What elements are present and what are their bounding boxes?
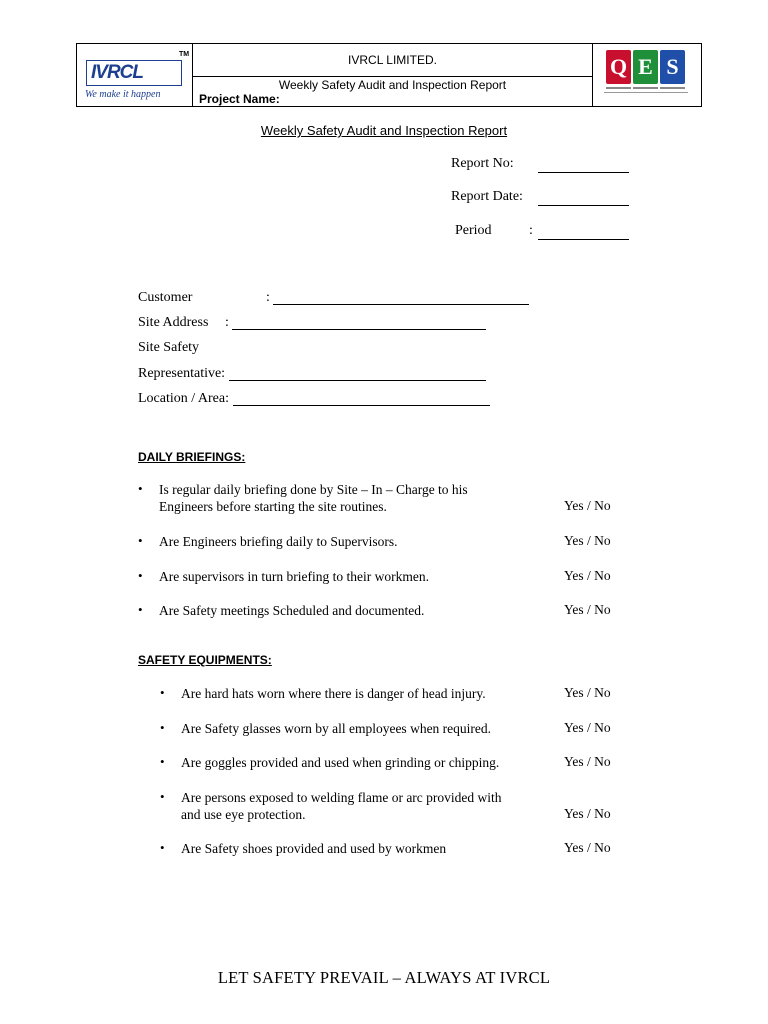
equipment-answer-4[interactable]: Yes / No bbox=[564, 806, 611, 821]
bullet: • bbox=[160, 754, 165, 769]
project-name-label: Project Name: bbox=[199, 92, 280, 106]
site-safety-label: Site Safety bbox=[138, 340, 200, 355]
report-no-label: Report No: bbox=[451, 156, 514, 171]
qes-q-tile: Q bbox=[606, 50, 631, 84]
header-box bbox=[76, 43, 702, 107]
site-address-label: Site Address bbox=[138, 315, 209, 330]
equipment-question-5: Are Safety shoes provided and used by workmen bbox=[181, 841, 447, 856]
briefing-question-3: Are supervisors in turn briefing to their workmen. bbox=[159, 569, 429, 584]
period-label: Period bbox=[455, 223, 492, 238]
representative-field[interactable] bbox=[229, 368, 486, 381]
equipment-answer-3[interactable]: Yes / No bbox=[564, 754, 611, 769]
logo-tagline: We make it happen bbox=[85, 89, 161, 100]
bullet: • bbox=[138, 568, 143, 583]
briefing-answer-4[interactable]: Yes / No bbox=[564, 602, 611, 617]
bullet: • bbox=[160, 720, 165, 735]
header-divider bbox=[592, 44, 593, 106]
equipment-question-2: Are Safety glasses worn by all employees when required. bbox=[181, 721, 492, 736]
briefing-question-1-line1: Is regular daily briefing done by Site – In – Charge to his bbox=[159, 482, 468, 497]
footer-motto: LET SAFETY PREVAIL – ALWAYS AT IVRCL bbox=[217, 968, 551, 987]
briefing-question-4: Are Safety meetings Scheduled and documented. bbox=[159, 603, 425, 618]
equipment-question-4-line2: and use eye protection. bbox=[181, 807, 306, 822]
qes-caption-mark bbox=[604, 92, 688, 93]
ivrcl-logo bbox=[83, 50, 190, 100]
equipment-question-4-line1: Are persons exposed to welding flame or arc provided with bbox=[181, 790, 502, 805]
header-report-title: Weekly Safety Audit and Inspection Report bbox=[278, 78, 507, 92]
period-field[interactable] bbox=[538, 227, 629, 240]
qes-caption-mark bbox=[633, 87, 658, 89]
logo-trademark: TM bbox=[179, 51, 190, 58]
customer-field[interactable] bbox=[273, 292, 529, 305]
report-date-field[interactable] bbox=[538, 193, 629, 206]
briefing-question-2: Are Engineers briefing daily to Supervisors. bbox=[159, 534, 398, 549]
qes-certification-logo bbox=[598, 47, 690, 103]
site-address-field[interactable] bbox=[232, 317, 486, 330]
equipment-question-1: Are hard hats worn where there is danger of head injury. bbox=[181, 686, 486, 701]
representative-label: Representative: bbox=[138, 366, 226, 381]
qes-s-tile: S bbox=[660, 50, 685, 84]
qes-caption-mark bbox=[660, 87, 685, 89]
customer-colon: : bbox=[266, 290, 270, 305]
header-divider bbox=[192, 76, 592, 77]
daily-briefings-heading: DAILY BRIEFINGS: bbox=[138, 450, 246, 464]
report-no-field[interactable] bbox=[538, 160, 629, 173]
briefing-answer-2[interactable]: Yes / No bbox=[564, 533, 611, 548]
qes-caption-mark bbox=[606, 87, 631, 89]
equipment-question-3: Are goggles provided and used when grinding or chipping. bbox=[181, 755, 500, 770]
bullet: • bbox=[138, 602, 143, 617]
briefing-answer-1[interactable]: Yes / No bbox=[564, 498, 611, 513]
bullet: • bbox=[138, 481, 143, 496]
safety-equipments-heading: SAFETY EQUIPMENTS: bbox=[138, 653, 272, 667]
bullet: • bbox=[160, 840, 165, 855]
equipment-answer-1[interactable]: Yes / No bbox=[564, 685, 611, 700]
bullet: • bbox=[160, 685, 165, 700]
site-address-colon: : bbox=[225, 315, 229, 330]
qes-e-tile: E bbox=[633, 50, 658, 84]
report-date-label: Report Date: bbox=[451, 189, 523, 204]
logo-frame bbox=[86, 60, 182, 86]
equipment-answer-5[interactable]: Yes / No bbox=[564, 840, 611, 855]
location-label: Location / Area: bbox=[138, 391, 229, 406]
period-colon: : bbox=[529, 223, 533, 238]
document-title: Weekly Safety Audit and Inspection Report bbox=[260, 123, 508, 138]
logo-wordmark: IVRCL bbox=[91, 62, 143, 83]
location-field[interactable] bbox=[233, 393, 490, 406]
bullet: • bbox=[160, 789, 165, 804]
customer-label: Customer bbox=[138, 290, 193, 305]
briefing-answer-3[interactable]: Yes / No bbox=[564, 568, 611, 583]
briefing-question-1-line2: Engineers before starting the site routines. bbox=[159, 499, 387, 514]
equipment-answer-2[interactable]: Yes / No bbox=[564, 720, 611, 735]
company-name: IVRCL LIMITED. bbox=[348, 53, 437, 67]
bullet: • bbox=[138, 533, 143, 548]
